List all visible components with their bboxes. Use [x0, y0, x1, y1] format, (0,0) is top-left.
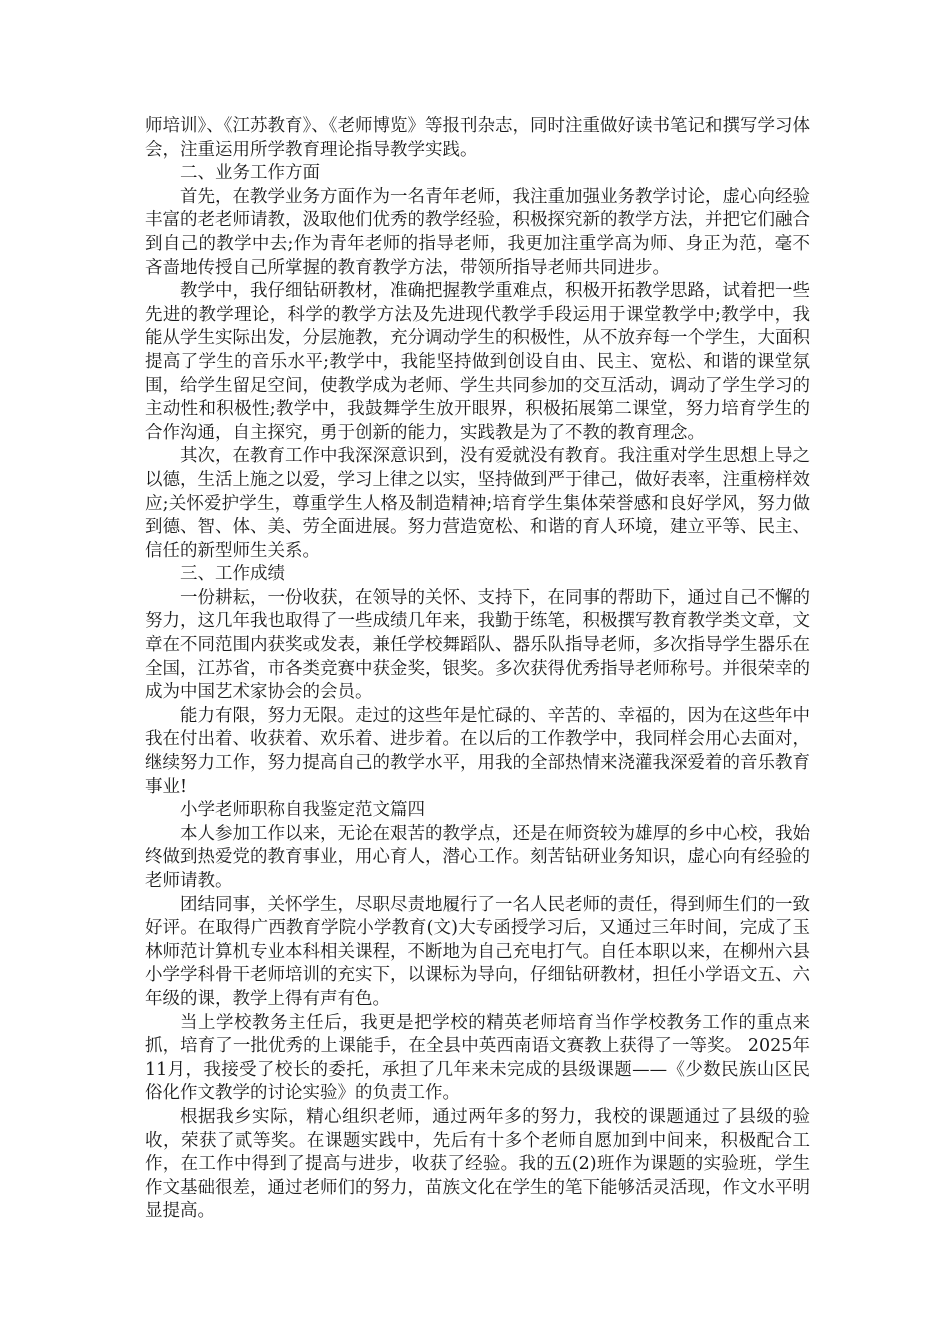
- paragraph: 能力有限，努力无限。走过的这些年是忙碌的、辛苦的、幸福的，因为在这些年中我在付出着、收获着、欢乐着、进步着。在以后的工作教学中，我同样会用心去面对，继续努力工作，努力提高自己的教学水平，用我的全部热情来浇灌我深爱着的音乐教育事业!: [145, 705, 810, 797]
- paragraph: 首先，在教学业务方面作为一名青年老师，我注重加强业务教学讨论，虚心向经验丰富的老老师请教，汲取他们优秀的教学经验，积极探究新的教学方法，并把它们融合到自己的教学中去;作为青年老师的指导老师，我更加注重学高为师、身正为范，毫不吝啬地传授自己所掌握的教育教学方法，带领所指导老师共同进步。: [145, 186, 810, 278]
- paragraph: 一份耕耘，一份收获，在领导的关怀、支持下，在同事的帮助下，通过自己不懈的努力，这几年我也取得了一些成绩几年来，我勤于练笔，积极撰写教育教学类文章，文章在不同范围内获奖或发表，兼任学校舞蹈队、器乐队指导老师，多次指导学生器乐在全国，江苏省，市各类竞赛中获金奖，银奖。多次获得优秀指导老师称号。并很荣幸的成为中国艺术家协会的会员。: [145, 587, 810, 703]
- article-heading-part-four: 小学老师职称自我鉴定范文篇四: [180, 800, 425, 821]
- paragraph: 根据我乡实际，精心组织老师，通过两年多的努力，我校的课题通过了县级的验收，荣获了贰等奖。在课题实践中，先后有十多个老师自愿加到中间来，积极配合工作，在工作中得到了提高与进步，收获了经验。我的五(2)班作为课题的实验班，学生作文基础很差，通过老师们的努力，苗族文化在学生的笔下能够活灵活现，作文水平明显提高。: [145, 1106, 810, 1222]
- paragraph-continued: 师培训》、《江苏教育》、《老师博览》等报刊杂志，同时注重做好读书笔记和撰写学习体会，注重运用所学教育理论指导教学实践。: [145, 116, 810, 160]
- paragraph: 当上学校教务主任后，我更是把学校的精英老师培育当作学校教务工作的重点来抓，培育了一批优秀的上课能手，在全县中英西南语文赛教上获得了一等奖。 2025年11月，我接受了校长的委托，承担了几年来未完成的县级课题——《少数民族山区民俗化作文教学的讨论实验》的负责工作。: [145, 1012, 810, 1104]
- document-body: [145, 115, 810, 1224]
- paragraph: 团结同事，关怀学生，尽职尽责地履行了一名人民老师的责任，得到师生们的一致好评。在取得广西教育学院小学教育(文)大专函授学习后，又通过三年时间，完成了玉林师范计算机专业本科相关课程，不断地为自己充电打气。自任本职以来，在柳州六县小学学科骨干老师培训的充实下，以课标为导向，仔细钻研教材，担任小学语文五、六年级的课，教学上得有声有色。: [145, 894, 810, 1009]
- paragraph: 其次，在教育工作中我深深意识到，没有爱就没有教育。我注重对学生思想上导之以德，生活上施之以爱，学习上律之以实，坚持做到严于律己，做好表率，注重榜样效应;关怀爱护学生，尊重学生人格及制造精神;培育学生集体荣誉感和良好学风，努力做到德、智、体、美、劳全面进展。努力营造宽松、和谐的育人环境，建立平等、民主、信任的新型师生关系。: [145, 446, 810, 561]
- section-heading-achievements: 三、工作成绩: [180, 564, 285, 585]
- section-heading-business-work: 二、业务工作方面: [180, 163, 320, 184]
- paragraph: 本人参加工作以来，无论在艰苦的教学点，还是在师资较为雄厚的乡中心校，我始终做到热爱党的教育事业，用心育人，潜心工作。刻苦钻研业务知识，虚心向有经验的老师请教。: [145, 823, 810, 891]
- paragraph: 教学中，我仔细钻研教材，准确把握教学重难点，积极开拓教学思路，试着把一些先进的教学理论，科学的教学方法及先进现代教学手段运用于课堂教学中;教学中，我能从学生实际出发，分层施教，充分调动学生的积极性，从不放弃每一个学生，大面积提高了学生的音乐水平;教学中，我能坚持做到创设自由、民主、宽松、和谐的课堂氛围，给学生留足空间，使教学成为老师、学生共同参加的交互活动，调动了学生学习的主动性和积极性;教学中，我鼓舞学生放开眼界，积极拓展第二课堂，努力培育学生的合作沟通，自主探究，勇于创新的能力，实践教是为了不教的教育理念。: [145, 281, 810, 443]
